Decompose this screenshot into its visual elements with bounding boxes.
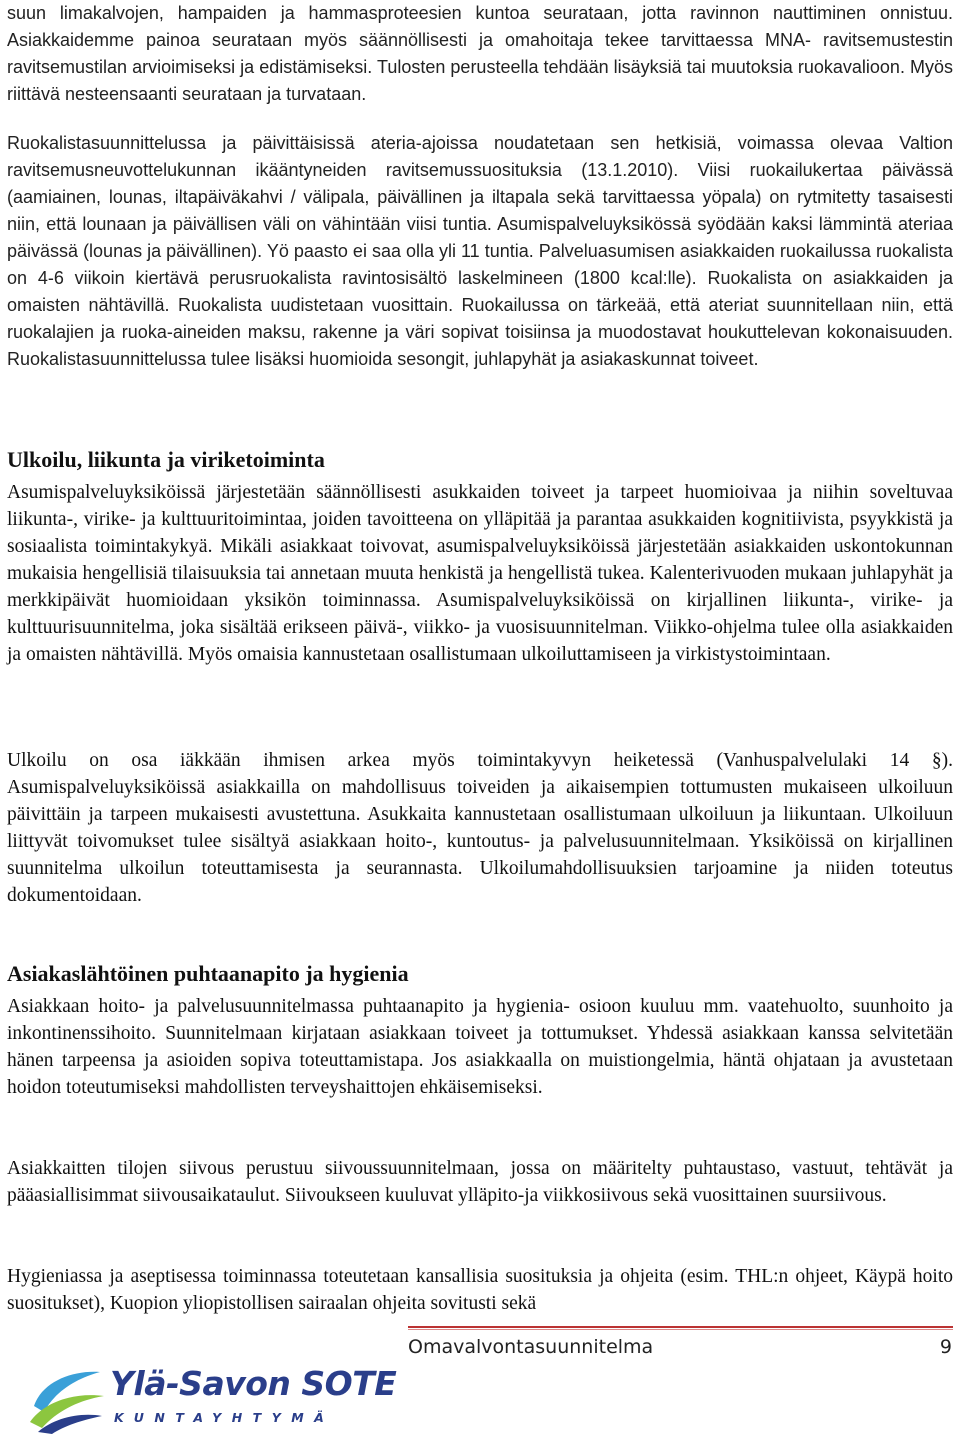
hygiene-paragraph-2: Asiakkaitten tilojen siivous perustuu siivoussuunnitelmaan, jossa on määritelty puhtaustaso, vastuut, tehtävät ja pääasiallisimmat siivousaikataulut. Siivoukseen kuuluvat ylläpito-ja viikkosiivous sekä vuosittainen suursiivous.	[7, 1158, 953, 1206]
footer-title: Omavalvontasuunnitelma	[408, 1336, 654, 1358]
heading-hygiene: Asiakaslähtöinen puhtaanapito ja hygienia	[7, 961, 409, 986]
outdoor-paragraph-1: Asumispalveluyksiköissä järjestetään säännöllisesti asukkaiden toiveet ja tarpeet huomioivaa ja niihin soveltuvaa liikunta-, virike- ja kulttuuritoimintaa, joiden tavoitteena on ylläpitää ja parantaa asukkaiden kognitiivista, psyykkistä ja sosiaalista toimintakykyä. Mikäli asiakkaat toivovat, asumispalveluyksiköissä järjestetään asiakkaiden uskontokunnan mukaisia hengellisiä tilaisuuksia tai annetaan muuta henkistä ja hengellistä tukea. Kalenterivuoden mukaan juhlapyhät ja merkkipäivät huomioidaan yksikön toiminnassa. Asumispalveluyksiköissä on kirjallinen liikunta-, virike- ja kulttuurisuunnitelma, joka sisältää erikseen päivä-, viikko- ja vuosisuunnitelman. Viikko-ohjelma tulee olla asiakkaiden ja omaisten nähtävillä. Myös omaisia kannustetaan osallistumaan ulkoiluttamiseen ja virkistystoimintaan.	[7, 482, 953, 665]
heading-outdoor: Ulkoilu, liikunta ja viriketoiminta	[7, 447, 325, 472]
outdoor-paragraph-2: Ulkoilu on osa iäkkään ihmisen arkea myös toimintakyvyn heiketessä (Vanhuspalvelulaki 14 §). Asumispalveluyksiköissä asiakkailla on mahdollisuus toiveiden ja aikaisempien tottumusten mukaiseen ulkoiluun päivittäin ja tarpeen mukaisesti avustettuna. Asukkaita kannustetaan osallistumaan ulkoiluun ja liikuntaan. Ulkoiluun liittyvät toivomukset tulee sisältyä asiakkaan hoito-, kuntoutus- ja palvelusuunnitelmaan. Yksiköissä on kirjallinen suunnitelma ulkoilun toteuttamisesta ja seurannasta. Ulkoilumahdollisuuksien tarjoamine ja niiden toteutus dokumentoidaan.	[7, 750, 953, 906]
logo-subtitle: KUNTAYHTYMÄ	[114, 1410, 335, 1425]
intro-paragraph: suun limakalvojen, hampaiden ja hammasproteesien kuntoa seurataan, jotta ravinnon nauttiminen onnistuu. Asiakkaidemme painoa seurataan myös säännöllisesti ja omahoitaja tekee tarvittaessa MNA- ravitsemustestin ravitsemustilan arvioimiseksi ja edistämiseksi. Tulosten perusteella tehdään lisäyksiä tai muutoksia ruokavalioon. Myös riittävä nesteensaanti seurataan ja turvataan.	[7, 3, 953, 104]
hygiene-paragraph-3: Hygieniassa ja aseptisessa toiminnassa toteutetaan kansallisia suosituksia ja ohjeita (esim. THL:n ohjeet, Käypä hoito suositukset), Kuopion yliopistollisen sairaalan ohjeita sovitusti sekä	[7, 1266, 953, 1314]
footer-rule	[408, 1326, 953, 1328]
hygiene-paragraph-1: Asiakkaan hoito- ja palvelusuunnitelmassa puhtaanapito ja hygienia- osioon kuuluu mm. vaatehuolto, suunhoito ja inkontinenssihoito. Suunnitelmaan kirjataan asiakkaan toiveet ja tottumukset. Yhdessä asiakkaan kanssa selvitetään hänen tarpeensa ja asioiden sopiva toteuttamistapa. Jos asiakkaalla on muistiongelmia, häntä ohjataan ja avustetaan hoidon toteutumiseksi mahdollisten terveyshaittojen ehkäisemiseksi.	[7, 996, 953, 1098]
page-number: 9	[939, 1336, 952, 1358]
footer-rule-secondary	[408, 1329, 953, 1330]
logo-swoosh-icon	[28, 1362, 108, 1434]
organization-logo	[28, 1362, 397, 1434]
menu-paragraph: Ruokalistasuunnittelussa ja päivittäisissä ateria-ajoissa noudatetaan sen hetkisiä, voimassa olevaa Valtion ravitsemusneuvottelukunnan ikääntyneiden ravitsemussuosituksia (13.1.2010). Viisi ruokailukertaa päivässä (aamiainen, lounas, iltapäiväkahvi / välipala, päivällinen ja iltapala sekä tarvittaessa yöpala) on rytmitetty tasaisesti niin, että lounaan ja päivällisen väli on vähintään viisi tuntia. Asumispalveluyksikössä syödään kaksi lämmintä ateriaa päivässä (lounas ja päivällinen). Yö paasto ei saa olla yli 11 tuntia. Palveluasumisen asiakkaiden ruokailussa ruokalista on 4-6 viikoin kiertävä perusruokalista ravintosisältö laskelmineen (1800 kcal:lle). Ruokalista on asiakkaiden ja omaisten nähtävillä. Ruokalista uudistetaan vuosittain. Ruokailussa on tärkeää, että ateriat suunnitellaan niin, että ruokalajien ja ruoka-aineiden maksu, rakenne ja väri sopivat toisiinsa ja muodostavat houkuttelevan kokonaisuuden. Ruokalistasuunnittelussa tulee lisäksi huomioida sesongit, juhlapyhät ja asiakaskunnat toiveet.	[7, 133, 953, 369]
logo-name: Ylä-Savon SOTE	[110, 1364, 397, 1403]
